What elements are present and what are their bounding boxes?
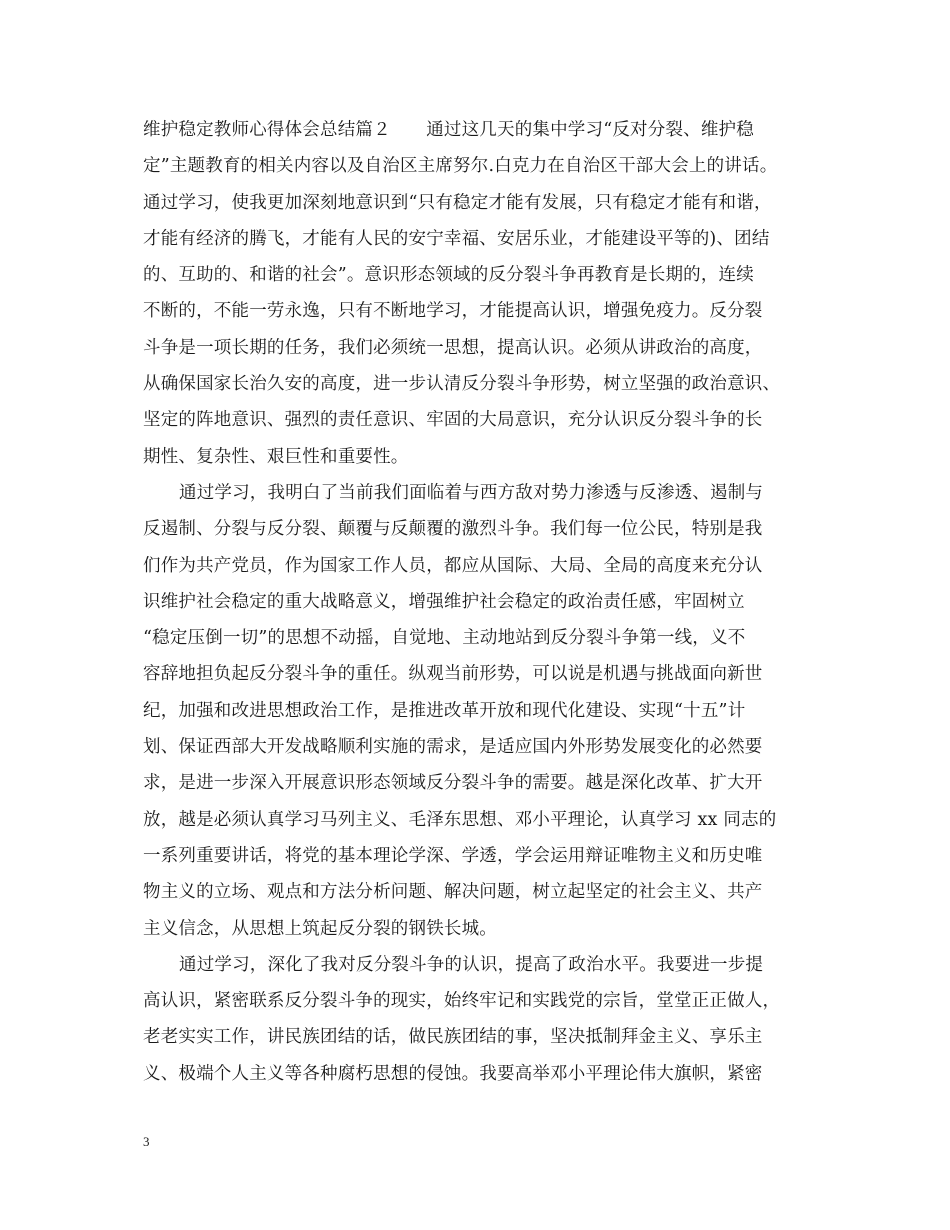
text-line: 斗争是一项长期的任务，我们必须统一思想，提高认识。必须从讲政治的高度， [143,337,763,358]
text-line: 划、保证西部大开发战略顺利实施的需求，是适应国内外形势发展变化的必然要 [143,737,763,758]
document-body [143,112,823,1092]
text-line: 期性、复杂性、艰巨性和重要性。 [143,446,409,467]
text-line: 才能有经济的腾飞，才能有人民的安宁幸福、安居乐业，才能建设平等的)、团结 [143,228,770,249]
text-line: 高认识，紧密联系反分裂斗争的现实，始终牢记和实践党的宗旨，堂堂正正做人， [143,991,781,1012]
text-line: 的、互助的、和谐的社会”。意识形态领域的反分裂斗争再教育是长期的，连续 [143,265,754,286]
paragraph-first-line: 通过学习，我明白了当前我们面临着与西方敌对势力渗透与反渗透、遏制与 [179,482,764,503]
text-line: 反遏制、分裂与反分裂、颠覆与反颠覆的激烈斗争。我们每一位公民，特别是我 [143,519,763,540]
text-line: 容辞地担负起反分裂斗争的重任。纵观当前形势，可以说是机遇与挑战面向新世 [143,664,763,685]
paragraph-first-line: 通过学习，深化了我对反分裂斗争的认识，提高了政治水平。我要进一步提 [179,954,764,975]
text-line: 维护稳定教师心得体会总结篇２ 通过这几天的集中学习“反对分裂、维护稳 [143,120,754,140]
text-line: 一系列重要讲话，将党的基本理论学深、学透，学会运用辩证唯物主义和历史唯 [143,845,763,866]
text-line: 从确保国家长治久安的高度，进一步认清反分裂斗争形势，树立坚强的政治意识、 [143,374,781,395]
text-line: 们作为共产党员，作为国家工作人员，都应从国际、大局、全局的高度来充分认 [143,555,763,576]
text-line: 坚定的阵地意识、强烈的责任意识、牢固的大局意识，充分认识反分裂斗争的长 [143,410,763,431]
text-line: 放，越是必须认真学习马列主义、毛泽东思想、邓小平理论，认真学习 xx 同志的 [143,809,777,830]
text-line: 纪，加强和改进思想政治工作，是推进改革开放和现代化建设、实现“十五”计 [143,700,746,721]
text-line: 物主义的立场、观点和方法分析问题、解决问题，树立起坚定的社会主义、共产 [143,882,763,903]
text-line: 识维护社会稳定的重大战略意义，增强维护社会稳定的政治责任感，牢固树立 [143,591,745,612]
text-line: 老老实实工作，讲民族团结的话，做民族团结的事，坚决抵制拜金主义、享乐主 [143,1027,763,1048]
text-line: “稳定压倒一切”的思想不动摇，自觉地、主动地站到反分裂斗争第一线，义不 [143,628,746,649]
text-line: 通过学习，使我更加深刻地意识到“只有稳定才能有发展，只有稳定才能有和谐， [143,192,772,213]
text-line: 不断的，不能一劳永逸，只有不断地学习，才能提高认识，增强免疫力。反分裂 [143,301,763,322]
text-line: 主义信念，从思想上筑起反分裂的钢铁长城。 [143,918,497,939]
text-line: 求，是进一步深入开展意识形态领域反分裂斗争的需要。越是深化改革、扩大开 [143,773,763,794]
text-line: 定”主题教育的相关内容以及自治区主席努尔.白克力在自治区干部大会上的讲话。 [143,156,778,177]
text-line: 义、极端个人主义等各种腐朽思想的侵蚀。我要高举邓小平理论伟大旗帜，紧密 [143,1063,763,1084]
page-number: 3 [143,1134,150,1149]
